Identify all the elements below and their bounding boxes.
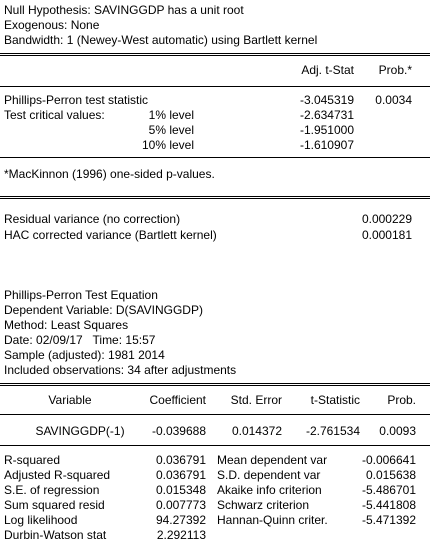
stat-value: -5.471392 bbox=[361, 513, 416, 527]
stat-label: S.E. of regression bbox=[4, 483, 100, 497]
stat-value: -5.486701 bbox=[361, 483, 416, 497]
col-prob: Prob.* bbox=[378, 63, 412, 77]
stat-value: -0.006641 bbox=[361, 453, 416, 467]
col-adj-t-stat: Adj. t-Stat bbox=[301, 63, 354, 77]
level-5-value: -1.951000 bbox=[299, 123, 354, 137]
divider bbox=[0, 157, 430, 158]
divider bbox=[0, 445, 430, 446]
stat-label: R-squared bbox=[4, 453, 61, 467]
date-time: Date: 02/09/17 Time: 15:57 bbox=[4, 333, 156, 347]
null-hypothesis: Null Hypothesis: SAVINGGDP has a unit root bbox=[4, 3, 244, 17]
stat-label: Adjusted R-squared bbox=[4, 468, 111, 482]
stat-label: S.D. dependent var bbox=[217, 468, 321, 482]
col-std-error: Std. Error bbox=[230, 393, 282, 407]
bandwidth: Bandwidth: 1 (Newey-West automatic) using Bartlett kernel bbox=[4, 33, 318, 47]
divider bbox=[0, 86, 430, 87]
stat-label: Sum squared resid bbox=[4, 498, 105, 512]
residual-variance-label: Residual variance (no correction) bbox=[4, 212, 181, 226]
divider bbox=[0, 196, 430, 199]
stat-label: Mean dependent var bbox=[217, 453, 328, 467]
stat-label: Log likelihood bbox=[4, 513, 78, 527]
col-variable: Variable bbox=[48, 393, 92, 407]
included-observations: Included observations: 34 after adjustments bbox=[4, 363, 237, 377]
pp-test-stat: -3.045319 bbox=[299, 93, 354, 107]
dependent-variable: Dependent Variable: D(SAVINGGDP) bbox=[4, 303, 203, 317]
hac-variance-label: HAC corrected variance (Bartlett kernel) bbox=[4, 228, 217, 242]
hac-variance-value: 0.000181 bbox=[361, 228, 412, 242]
stat-value: 0.036791 bbox=[155, 468, 206, 482]
row-variable: SAVINGGDP(-1) bbox=[35, 424, 125, 438]
stat-value: 0.007773 bbox=[155, 498, 206, 512]
level-1-value: -2.634731 bbox=[299, 108, 354, 122]
mackinnon-footnote: *MacKinnon (1996) one-sided p-values. bbox=[4, 167, 215, 181]
col-prob: Prob. bbox=[387, 393, 416, 407]
level-10: 10% level bbox=[141, 138, 194, 152]
row-std-error: 0.014372 bbox=[231, 424, 282, 438]
stat-label: Akaike info criterion bbox=[217, 483, 322, 497]
stat-value: 0.036791 bbox=[155, 453, 206, 467]
level-10-value: -1.610907 bbox=[299, 138, 354, 152]
divider bbox=[0, 383, 430, 386]
pp-test-label: Phillips-Perron test statistic bbox=[4, 93, 149, 107]
critical-values-label: Test critical values: bbox=[4, 108, 105, 122]
col-coefficient: Coefficient bbox=[149, 393, 206, 407]
residual-variance-value: 0.000229 bbox=[361, 212, 412, 226]
sample: Sample (adjusted): 1981 2014 bbox=[4, 348, 165, 362]
equation-title: Phillips-Perron Test Equation bbox=[4, 288, 158, 302]
stat-label: Hannan-Quinn criter. bbox=[217, 513, 328, 527]
stat-value: 94.27392 bbox=[155, 513, 206, 527]
stat-label: Schwarz criterion bbox=[217, 498, 310, 512]
row-coefficient: -0.039688 bbox=[151, 424, 206, 438]
divider bbox=[0, 53, 430, 56]
divider bbox=[0, 414, 430, 415]
col-t-statistic: t-Statistic bbox=[310, 393, 360, 407]
method: Method: Least Squares bbox=[4, 318, 129, 332]
exogenous: Exogenous: None bbox=[4, 18, 100, 32]
row-t-statistic: -2.761534 bbox=[305, 424, 360, 438]
level-5: 5% level bbox=[148, 123, 194, 137]
pp-test-prob: 0.0034 bbox=[375, 93, 412, 107]
stat-value: 2.292113 bbox=[156, 528, 206, 542]
stat-value: -5.441808 bbox=[361, 498, 416, 512]
stat-label: Durbin-Watson stat bbox=[4, 528, 107, 542]
level-1: 1% level bbox=[148, 108, 194, 122]
stat-value: 0.015638 bbox=[365, 468, 416, 482]
stat-value: 0.015348 bbox=[155, 483, 206, 497]
row-prob: 0.0093 bbox=[379, 424, 416, 438]
